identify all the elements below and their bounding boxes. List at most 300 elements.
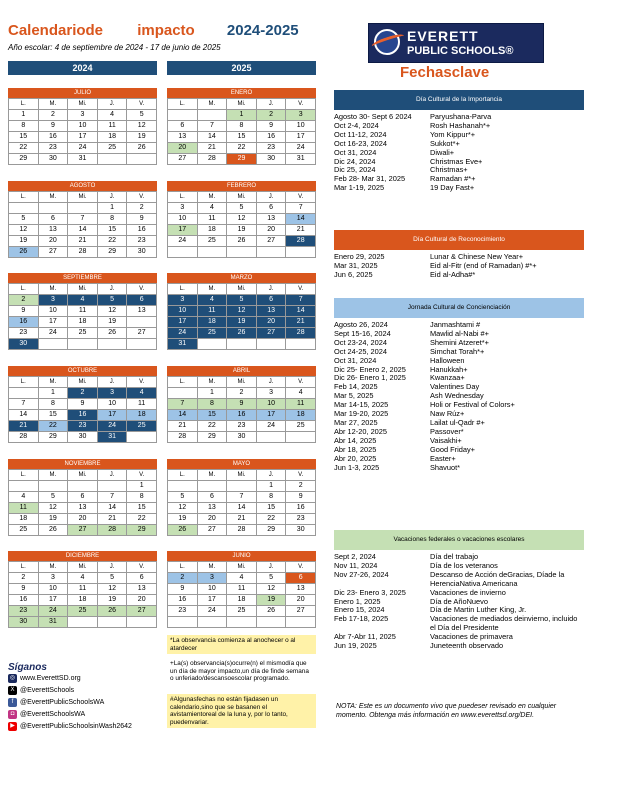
key-date-event: Christmas+ [430,165,468,175]
key-date-event: Christmas Eve+ [430,156,483,166]
key-date-event: Kwanzaa+ [430,373,465,383]
social-link-youtube[interactable] [8,722,132,731]
day-cell: 12 [227,214,257,225]
key-date-event: Paryushana-Parva [430,112,492,121]
day-cell: 19 [257,595,287,606]
day-cell: 3 [39,295,69,306]
day-cell: 19 [127,132,157,143]
key-date: Dic 26- Enero 1, 2025 [334,373,406,383]
social-link-x[interactable] [8,686,74,695]
globe-icon: ◎ [9,675,16,681]
day-cell: 21 [286,317,316,328]
weekday-header: M. [39,562,69,573]
key-date-event: Rosh Hashanah*+ [430,120,491,130]
year-bar-2024: 2024 [8,61,157,75]
day-cell: 7 [286,203,316,214]
weekday-header: Mi. [68,284,98,295]
key-date: Feb 28- Mar 31, 2025 [334,174,406,184]
weekday-header: L. [168,284,198,295]
key-date-row [334,271,584,280]
day-cell: 9 [9,306,39,317]
key-date-event: Shavuot* [430,462,460,472]
day-cell: 23 [257,143,287,154]
weekday-header: M. [39,192,69,203]
day-cell: 27 [198,525,228,536]
day-cell: 7 [98,492,128,503]
day-cell [227,481,257,492]
key-date: Abr 14, 2025 [334,435,377,445]
day-cell: 3 [98,388,128,399]
day-cell: 6 [286,573,316,584]
month-grid [167,283,316,350]
month-mayo [167,459,316,536]
day-cell: 7 [9,399,39,410]
month-name: FEBRERO [167,181,316,191]
month-grid [167,98,316,165]
day-cell: 23 [168,606,198,617]
key-date: Mar 27, 2025 [334,417,378,427]
day-cell: 24 [39,328,69,339]
day-cell: 12 [257,584,287,595]
day-cell: 5 [98,573,128,584]
key-date: Mar 1-19, 2025 [334,183,385,193]
day-cell: 17 [168,317,198,328]
day-cell: 21 [168,421,198,432]
day-cell: 30 [257,154,287,165]
day-cell [39,339,69,350]
day-cell: 22 [227,143,257,154]
day-cell: 23 [227,421,257,432]
month-octubre [8,366,157,443]
weekday-header: L. [9,470,39,481]
weekday-header: V. [286,99,316,110]
day-cell: 29 [98,247,128,258]
day-cell: 29 [227,154,257,165]
month-grid [8,376,157,443]
day-cell: 30 [227,432,257,443]
social-link-text: @EverettSchoolsWA [20,711,86,718]
weekday-header: J. [98,562,128,573]
weekday-header: J. [257,470,287,481]
weekday-header: M. [39,99,69,110]
district-logo [368,23,544,63]
day-cell: 26 [168,525,198,536]
day-cell: 3 [39,573,69,584]
section-header-recognition: Día Cultural de Reconocimiento [334,230,584,250]
day-cell: 7 [286,295,316,306]
day-cell: 2 [227,388,257,399]
day-cell [98,339,128,350]
day-cell [257,617,287,628]
day-cell [257,432,287,443]
key-date-event: Passover* [430,426,464,436]
instagram-icon: ◘ [8,710,17,719]
day-cell: 24 [98,421,128,432]
day-cell: 11 [9,503,39,514]
day-cell: 26 [9,247,39,258]
weekday-header: Mi. [227,192,257,203]
follow-us-title: Síganos [8,662,47,673]
month-name: MAYO [167,459,316,469]
key-date: Enero 1, 2025 [334,596,381,606]
key-date: Mar 19-20, 2025 [334,409,389,419]
key-date-event: Shemini Atzeret*+ [430,337,489,347]
key-date: Nov 27-26, 2024 [334,569,389,579]
key-date: Enero 15, 2024 [334,605,385,615]
key-date-event: Vacaciones de primavera [430,632,513,642]
day-cell: 13 [168,132,198,143]
weekday-header: V. [286,284,316,295]
day-cell: 1 [9,110,39,121]
day-cell: 9 [286,492,316,503]
month-grid [167,469,316,536]
weekday-header: J. [257,192,287,203]
day-cell: 30 [39,154,69,165]
month-septiembre [8,273,157,350]
calendar-title [8,22,299,39]
key-date-event: Día del trabajo [430,552,479,561]
section-header-importance: Día Cultural de la Importancia [334,90,584,110]
key-date: Dic 23- Enero 3, 2025 [334,587,406,597]
footnote: NOTA: Este es un documento vivo que puedeser revisado en cualquier momento. Obtenga más información en www.everettsd.org/DEI. [336,703,557,719]
weekday-header: M. [39,284,69,295]
day-cell [168,247,198,258]
section-header-vacations: Vacaciones federales o vacaciones escolares [334,530,584,550]
day-cell: 30 [9,617,39,628]
day-cell: 25 [68,606,98,617]
day-cell: 16 [39,132,69,143]
day-cell [198,339,228,350]
day-cell [198,110,228,121]
day-cell: 24 [168,328,198,339]
day-cell: 2 [9,295,39,306]
weekday-header: L. [9,284,39,295]
key-date: Dic 25- Enero 2, 2025 [334,364,406,374]
day-cell: 14 [68,225,98,236]
day-cell [127,317,157,328]
day-cell: 22 [198,421,228,432]
key-date-event: Janmashtami # [430,320,481,329]
key-date: Oct 24-25, 2024 [334,346,388,356]
weekday-header: Mi. [68,377,98,388]
day-cell: 31 [68,154,98,165]
social-link-text: www.EverettSD.org [20,675,81,682]
day-cell: 18 [286,410,316,421]
key-date-event: Hanukkah+ [430,364,468,374]
day-cell: 2 [39,110,69,121]
key-date-event: Lailat ul-Qadr #+ [430,417,485,427]
day-cell [9,203,39,214]
weekday-header: M. [198,284,228,295]
day-cell [98,154,128,165]
day-cell: 12 [168,503,198,514]
day-cell [127,154,157,165]
day-cell: 13 [257,306,287,317]
key-date: Oct 16-23, 2024 [334,138,388,148]
day-cell: 1 [227,110,257,121]
key-date-event: Juneteenth observado [430,641,504,651]
weekday-header: J. [98,284,128,295]
social-link-facebook[interactable] [8,698,104,707]
day-cell: 31 [98,432,128,443]
weekday-header: L. [9,99,39,110]
key-date: Feb 17-18, 2025 [334,614,389,624]
day-cell: 11 [198,214,228,225]
day-cell: 14 [9,410,39,421]
key-date-event: Día de Martin Luther King, Jr. [430,605,527,615]
day-cell: 3 [286,110,316,121]
day-cell: 28 [286,236,316,247]
day-cell: 13 [39,225,69,236]
month-julio [8,88,157,165]
day-cell: 18 [9,514,39,525]
day-cell: 23 [9,328,39,339]
day-cell: 25 [286,421,316,432]
day-cell: 28 [98,525,128,536]
day-cell: 11 [286,399,316,410]
day-cell [68,617,98,628]
day-cell: 17 [198,595,228,606]
section-list-importance [334,113,584,193]
social-link-instagram[interactable] [8,710,85,719]
key-date: Abr 7-Abr 11, 2025 [334,632,396,642]
day-cell: 2 [127,203,157,214]
day-cell: 9 [9,584,39,595]
day-cell: 9 [168,584,198,595]
day-cell: 3 [168,295,198,306]
day-cell: 18 [127,410,157,421]
day-cell: 5 [227,203,257,214]
month-name: ENERO [167,88,316,98]
day-cell: 19 [227,225,257,236]
key-date-event: Diwali+ [430,147,455,157]
school-year-subtitle: Año escolar: 4 de septiembre de 2024 - 17 de junio de 2025 [8,43,221,52]
day-cell: 16 [286,503,316,514]
key-date-event: Ramadan #*+ [430,174,476,184]
day-cell [198,617,228,628]
day-cell: 9 [127,214,157,225]
key-date-row [334,642,584,651]
weekday-header: L. [168,99,198,110]
day-cell: 27 [39,247,69,258]
day-cell: 13 [198,503,228,514]
day-cell: 20 [168,143,198,154]
key-date-event: Día de los veteranos [430,560,498,570]
section-list-recognition [334,253,584,280]
weekday-header: M. [198,562,228,573]
day-cell: 8 [198,399,228,410]
key-date: Sept 15-16, 2024 [334,328,391,338]
day-cell: 14 [286,214,316,225]
day-cell: 16 [168,595,198,606]
weekday-header: Mi. [227,99,257,110]
day-cell: 2 [257,110,287,121]
day-cell [98,617,128,628]
day-cell [98,481,128,492]
day-cell [257,339,287,350]
key-date-event: Holi or Festival of Colors+ [430,400,515,410]
weekday-header: Mi. [68,562,98,573]
day-cell: 30 [9,339,39,350]
day-cell: 28 [198,154,228,165]
day-cell: 14 [98,503,128,514]
day-cell: 11 [198,306,228,317]
day-cell: 21 [286,225,316,236]
day-cell: 8 [257,492,287,503]
month-name: NOVIEMBRE [8,459,157,469]
day-cell: 24 [286,143,316,154]
weekday-header: V. [127,377,157,388]
month-enero [167,88,316,165]
weekday-header: V. [127,99,157,110]
day-cell: 10 [98,399,128,410]
day-cell: 14 [168,410,198,421]
day-cell: 7 [198,121,228,132]
day-cell: 6 [168,121,198,132]
day-cell: 10 [39,306,69,317]
day-cell: 4 [286,388,316,399]
youtube-icon: ▶ [8,722,17,731]
day-cell [168,481,198,492]
day-cell [168,617,198,628]
day-cell: 13 [127,306,157,317]
key-date: Jun 6, 2025 [334,269,373,279]
weekday-header: V. [127,192,157,203]
key-date-event: Valentines Day [430,382,480,392]
section-list-awareness [334,321,584,472]
weekday-header: M. [198,377,228,388]
day-cell: 19 [98,595,128,606]
day-cell: 11 [227,584,257,595]
day-cell: 29 [39,432,69,443]
day-cell: 21 [68,236,98,247]
key-date: Agosto 26, 2024 [334,320,388,329]
key-date-event: Naw Rúz+ [430,409,465,419]
month-noviembre [8,459,157,536]
key-date: Oct 31, 2024 [334,355,377,365]
day-cell [227,617,257,628]
month-grid [167,561,316,628]
day-cell: 4 [198,203,228,214]
day-cell: 1 [127,481,157,492]
key-date-event: Sukkot*+ [430,138,460,148]
day-cell: 13 [286,584,316,595]
day-cell: 24 [168,236,198,247]
day-cell: 21 [198,143,228,154]
day-cell: 29 [257,525,287,536]
month-name: AGOSTO [8,181,157,191]
key-date-event: Lunar & Chinese New Year+ [430,252,524,261]
social-link-website[interactable] [8,674,81,683]
section-header-awareness: Jornada Cultural de Concienciación [334,298,584,318]
weekday-header: V. [127,562,157,573]
month-grid [167,191,316,258]
day-cell: 23 [127,236,157,247]
day-cell: 18 [68,317,98,328]
key-date-event: Eid al-Adha#* [430,269,476,279]
day-cell: 10 [168,214,198,225]
key-date-event: Vaisakhi+ [430,435,462,445]
day-cell [9,388,39,399]
day-cell: 6 [257,295,287,306]
day-cell: 18 [68,595,98,606]
day-cell: 1 [257,481,287,492]
weekday-header: J. [98,192,128,203]
day-cell: 4 [127,388,157,399]
day-cell: 17 [168,225,198,236]
day-cell: 10 [39,584,69,595]
day-cell: 26 [257,606,287,617]
day-cell: 16 [9,317,39,328]
day-cell: 8 [127,492,157,503]
logo-line-2: PUBLIC SCHOOLS® [407,45,514,57]
month-grid [8,283,157,350]
weekday-header: J. [257,99,287,110]
social-link-text: @EverettSchools [20,687,75,694]
weekday-header: M. [39,470,69,481]
day-cell: 2 [68,388,98,399]
day-cell: 12 [39,503,69,514]
month-name: ABRIL [167,366,316,376]
weekday-header: L. [168,562,198,573]
day-cell: 27 [257,236,287,247]
day-cell: 6 [198,492,228,503]
section-list-vacations [334,553,584,651]
key-date: Sept 2, 2024 [334,552,376,561]
day-cell: 13 [127,584,157,595]
day-cell: 28 [227,525,257,536]
day-cell: 14 [227,503,257,514]
weekday-header: V. [127,284,157,295]
key-date-row [334,615,584,633]
key-date: Oct 11-12, 2024 [334,129,387,139]
key-date: Mar 5, 2025 [334,391,374,401]
day-cell: 2 [286,481,316,492]
weekday-header: L. [9,192,39,203]
month-name: MARZO [167,273,316,283]
day-cell: 4 [68,573,98,584]
weekday-header: V. [286,562,316,573]
key-date-event: Vacaciones de mediados deinvierno, incluido el Día del Presidente [430,614,578,633]
month-junio [167,551,316,628]
day-cell [39,203,69,214]
day-cell [198,481,228,492]
key-date-event: Mawlid al-Nabi #+ [430,328,489,338]
day-cell: 26 [127,143,157,154]
day-cell: 15 [98,225,128,236]
day-cell: 2 [9,573,39,584]
weekday-header: J. [257,562,287,573]
key-date: Oct 23-24, 2024 [334,337,388,347]
day-cell: 5 [257,573,287,584]
day-cell: 7 [227,492,257,503]
day-cell: 29 [198,432,228,443]
day-cell: 20 [127,595,157,606]
day-cell: 18 [198,225,228,236]
day-cell [127,432,157,443]
day-cell: 8 [9,121,39,132]
day-cell: 28 [9,432,39,443]
key-date-event: Easter+ [430,453,456,463]
day-cell: 8 [39,399,69,410]
weekday-header: L. [168,470,198,481]
day-cell: 24 [68,143,98,154]
day-cell: 22 [39,421,69,432]
weekday-header: Mi. [227,377,257,388]
key-date-event: Yom Kippur*+ [430,129,476,139]
day-cell: 16 [227,410,257,421]
day-cell: 5 [127,110,157,121]
